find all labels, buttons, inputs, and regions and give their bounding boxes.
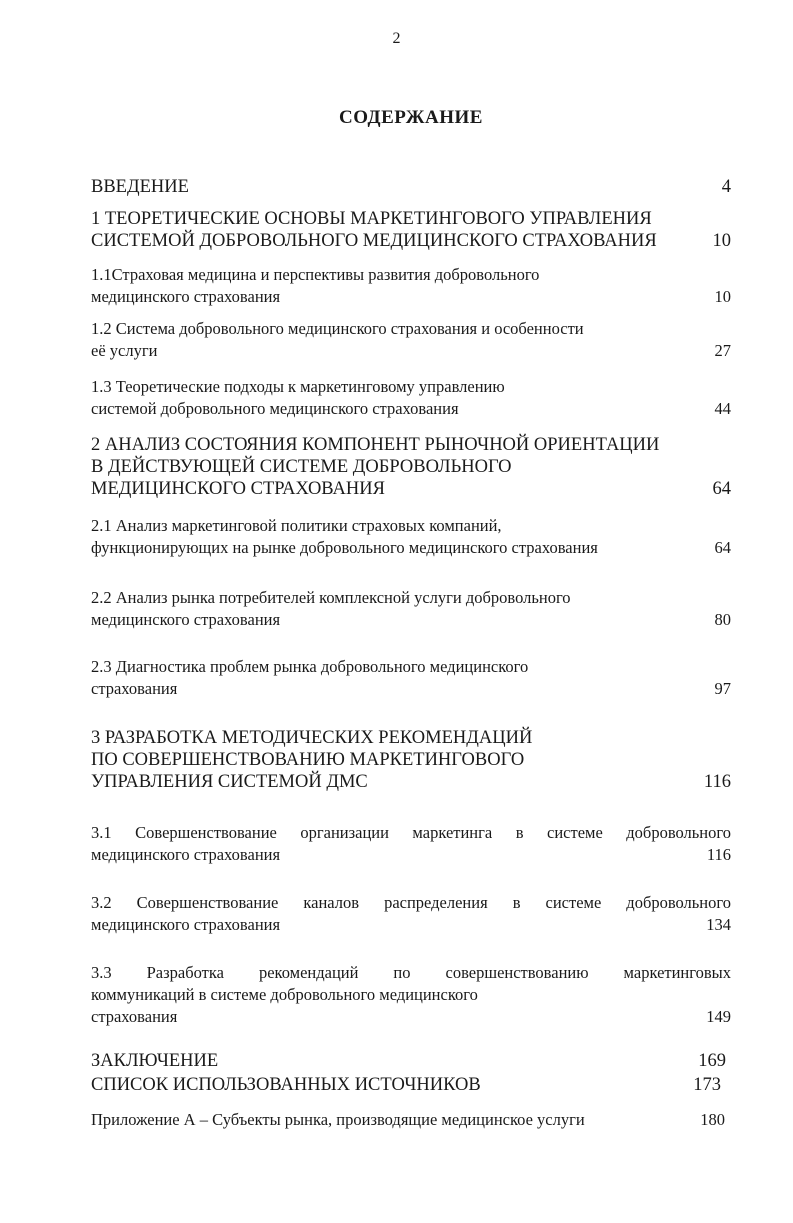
toc-entry-line: 1.1Страховая медицина и перспективы развития добровольного xyxy=(91,265,540,284)
toc-entry-page: 169 xyxy=(698,1051,726,1071)
toc-entry-section-3-1 xyxy=(91,822,731,866)
toc-entry-line: 3 РАЗРАБОТКА МЕТОДИЧЕСКИХ РЕКОМЕНДАЦИЙ xyxy=(91,728,533,748)
toc-entry-line: 3.3 Разработка рекомендаций по совершенствованию маркетинговых xyxy=(91,963,731,982)
toc-entry-title: МЕДИЦИНСКОГО СТРАХОВАНИЯ xyxy=(91,479,385,499)
toc-entry-title: ЗАКЛЮЧЕНИЕ xyxy=(91,1051,219,1071)
toc-entry-title: страхования xyxy=(91,1007,178,1026)
toc-entry-title: медицинского страхования xyxy=(91,915,281,934)
toc-entry-line: коммуникаций в системе добровольного медицинского xyxy=(91,985,478,1004)
toc-entry-title: ВВЕДЕНИЕ xyxy=(91,177,189,197)
toc-entry-title: функционирующих на рынке добровольного медицинского страхования xyxy=(91,538,598,557)
toc-entry-sources xyxy=(91,1074,721,1096)
toc-entry-page: 27 xyxy=(714,341,731,360)
toc-entry-line: ПО СОВЕРШЕНСТВОВАНИЮ МАРКЕТИНГОВОГО xyxy=(91,750,525,770)
toc-entry-section-2-2 xyxy=(91,587,731,631)
toc-entry-chapter-2 xyxy=(91,434,731,500)
toc-entry-title: Приложение А – Субъекты рынка, производящие медицинское услуги xyxy=(91,1110,585,1129)
toc-entry-title: медицинского страхования xyxy=(91,845,281,864)
toc-entry-page: 10 xyxy=(714,287,731,306)
toc-entry-page: 134 xyxy=(706,915,731,934)
toc-entry-title: СПИСОК ИСПОЛЬЗОВАННЫХ ИСТОЧНИКОВ xyxy=(91,1075,481,1095)
toc-entry-page: 97 xyxy=(714,679,731,698)
page-title: СОДЕРЖАНИЕ xyxy=(339,107,483,128)
page-number: 2 xyxy=(392,30,401,47)
toc-entry-chapter-3 xyxy=(91,727,731,793)
toc-entry-chapter-1 xyxy=(91,208,731,252)
toc-entry-section-1-3 xyxy=(91,376,731,420)
toc-entry-title: СИСТЕМОЙ ДОБРОВОЛЬНОГО МЕДИЦИНСКОГО СТРАХОВАНИЯ xyxy=(91,231,657,251)
toc-entry-section-2-3 xyxy=(91,656,731,700)
toc-entry-section-1-1 xyxy=(91,264,731,308)
toc-entry-page: 80 xyxy=(714,610,731,629)
toc-entry-page: 44 xyxy=(714,399,731,418)
toc-entry-line: 1.3 Теоретические подходы к маркетинговому управлению xyxy=(91,377,505,396)
toc-entry-title: медицинского страхования xyxy=(91,610,281,629)
toc-entry-title: её услуги xyxy=(91,341,158,360)
toc-entry-line: 3.2 Совершенствование каналов распределения в системе добровольного xyxy=(91,893,731,912)
toc-entry-page: 4 xyxy=(721,177,731,197)
toc-entry-line: 1.2 Система добровольного медицинского страхования и особенности xyxy=(91,319,584,338)
toc-entry-conclusion xyxy=(91,1050,726,1072)
toc-entry-line: 3.1 Совершенствование организации маркетинга в системе добровольного xyxy=(91,823,731,842)
toc-entry-section-1-2 xyxy=(91,318,731,362)
toc-entry-line: 2.1 Анализ маркетинговой политики страховых компаний, xyxy=(91,516,502,535)
toc-entry-title: УПРАВЛЕНИЯ СИСТЕМОЙ ДМС xyxy=(91,772,368,792)
toc-entry-title: системой добровольного медицинского страхования xyxy=(91,399,459,418)
toc-entry-section-3-2 xyxy=(91,892,731,936)
toc-entry-title: медицинского страхования xyxy=(91,287,281,306)
toc-entry-section-3-3 xyxy=(91,962,731,1028)
toc-entry-line: 2.2 Анализ рынка потребителей комплексной услуги добровольного xyxy=(91,588,571,607)
toc-entry-section-2-1 xyxy=(91,515,731,559)
toc-entry-page: 116 xyxy=(706,845,731,864)
toc-entry-title: страхования xyxy=(91,679,178,698)
toc-entry-introduction xyxy=(91,176,731,198)
toc-entry-page: 173 xyxy=(693,1075,721,1095)
toc-entry-page: 149 xyxy=(706,1007,731,1026)
toc-entry-page: 64 xyxy=(712,479,731,499)
toc-entry-line: 1 ТЕОРЕТИЧЕСКИЕ ОСНОВЫ МАРКЕТИНГОВОГО УПРАВЛЕНИЯ xyxy=(91,209,652,229)
toc-entry-page: 64 xyxy=(714,538,731,557)
toc-entry-page: 10 xyxy=(712,231,731,251)
toc-entry-line: 2.3 Диагностика проблем рынка добровольного медицинского xyxy=(91,657,529,676)
toc-entry-page: 116 xyxy=(703,772,731,792)
toc-entry-line: 2 АНАЛИЗ СОСТОЯНИЯ КОМПОНЕНТ РЫНОЧНОЙ ОРИЕНТАЦИИ xyxy=(91,435,660,455)
toc-entry-line: В ДЕЙСТВУЮЩЕЙ СИСТЕМЕ ДОБРОВОЛЬНОГО xyxy=(91,457,512,477)
toc-entry-appendix-a xyxy=(91,1109,725,1131)
toc-entry-page: 180 xyxy=(700,1110,725,1129)
